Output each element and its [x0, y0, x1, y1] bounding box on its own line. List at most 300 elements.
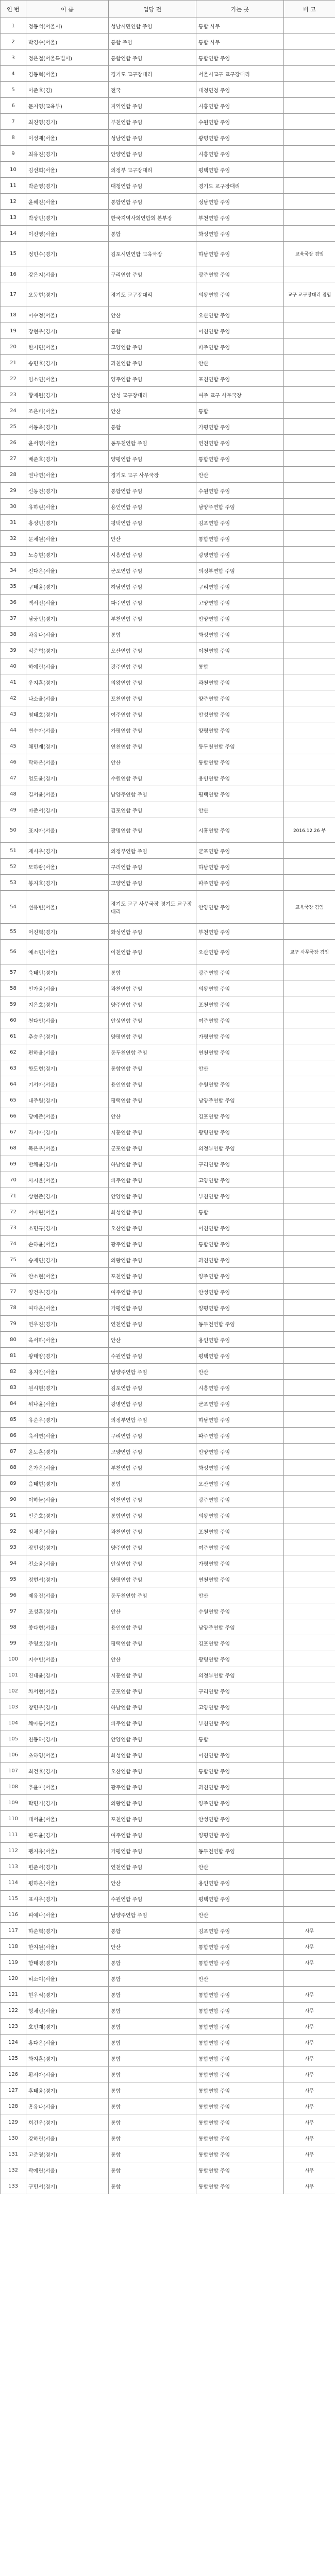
row-number: 109 — [1, 1795, 26, 1811]
row-before-post: 용인연합 주임 — [109, 1619, 196, 1635]
row-before-post: 의왕연합 주임 — [109, 1252, 196, 1268]
row-new-post: 용인연합 주임 — [196, 1332, 284, 1348]
row-before-post: 통합 — [109, 2146, 196, 2162]
row-before-post: 화성연합 주임 — [109, 1204, 196, 1220]
table-row — [1, 690, 335, 706]
header-after: 가는 곳 — [196, 1, 284, 18]
row-new-post: 통합연합 주임 — [196, 1763, 284, 1779]
row-number: 57 — [1, 964, 26, 980]
row-new-post: 의왕연합 주임 — [196, 980, 284, 996]
table-row — [1, 1811, 335, 1827]
row-new-post: 과천연합 주임 — [196, 1779, 284, 1795]
row-name: 소민규(경기) — [26, 1220, 109, 1236]
row-new-post: 군포연합 주임 — [196, 843, 284, 859]
row-new-post: 통합연합 주임 — [196, 1955, 284, 1971]
row-name: 박상민(경기) — [26, 210, 109, 226]
row-note: 사무 — [284, 2066, 335, 2082]
row-before-post: 통합 — [109, 2098, 196, 2114]
table-row — [1, 499, 335, 515]
row-name: 당예준(서울) — [26, 1108, 109, 1124]
row-note — [284, 1188, 335, 1204]
row-number: 128 — [1, 2098, 26, 2114]
row-name: 지은호(경기) — [26, 996, 109, 1012]
row-note — [284, 1124, 335, 1140]
row-new-post: 구리연합 주임 — [196, 579, 284, 595]
row-number: 2 — [1, 34, 26, 50]
row-note — [284, 1779, 335, 1795]
table-row — [1, 1603, 335, 1619]
row-note — [284, 1140, 335, 1156]
row-name: 권나연(서울) — [26, 467, 109, 483]
row-before-post: 안산 — [109, 1603, 196, 1619]
row-number: 28 — [1, 467, 26, 483]
row-new-post: 남양주연합 주임 — [196, 499, 284, 515]
row-number: 131 — [1, 2146, 26, 2162]
table-row — [1, 1923, 335, 1939]
row-note — [284, 371, 335, 387]
table-row — [1, 403, 335, 419]
row-before-post: 광명연합 주임 — [109, 818, 196, 843]
row-new-post: 동두천연합 주임 — [196, 1316, 284, 1332]
row-new-post: 안성연합 주임 — [196, 706, 284, 722]
table-row — [1, 1779, 335, 1795]
row-before-post: 통합연합 주임 — [109, 1507, 196, 1523]
row-new-post: 양주연합 주임 — [196, 690, 284, 706]
row-number: 23 — [1, 387, 26, 403]
row-note — [284, 1316, 335, 1332]
row-note: 사무 — [284, 2146, 335, 2162]
table-row — [1, 2035, 335, 2050]
row-number: 133 — [1, 2178, 26, 2194]
table-row — [1, 146, 335, 162]
row-before-post: 전국 — [109, 82, 196, 98]
row-new-post: 통합연합 주임 — [196, 531, 284, 547]
row-number: 104 — [1, 1715, 26, 1731]
row-number: 54 — [1, 891, 26, 924]
row-number: 25 — [1, 419, 26, 435]
row-note: 사무 — [284, 1987, 335, 2003]
row-number: 51 — [1, 843, 26, 859]
table-row — [1, 1316, 335, 1332]
row-note: 사무 — [284, 2178, 335, 2194]
row-name: 진태윤(경기) — [26, 1667, 109, 1683]
row-name: 여다온(서울) — [26, 1300, 109, 1316]
row-new-post: 안산 — [196, 1587, 284, 1603]
row-note — [284, 1492, 335, 1507]
row-number: 108 — [1, 1779, 26, 1795]
table-row — [1, 531, 335, 547]
row-new-post: 광명연합 주임 — [196, 130, 284, 146]
table-row — [1, 1971, 335, 1987]
row-number: 42 — [1, 690, 26, 706]
row-before-post: 부천연합 주임 — [109, 114, 196, 130]
row-new-post: 안산 — [196, 1364, 284, 1380]
table-row — [1, 1587, 335, 1603]
row-note: 사무 — [284, 1955, 335, 1971]
table-row — [1, 1076, 335, 1092]
row-before-post: 의왕연합 주임 — [109, 1795, 196, 1811]
row-number: 58 — [1, 980, 26, 996]
row-before-post: 포천연합 주임 — [109, 690, 196, 706]
row-new-post: 통합연합 주임 — [196, 2035, 284, 2050]
row-new-post: 통합연합 주임 — [196, 50, 284, 66]
row-name: 엄도윤(경기) — [26, 770, 109, 786]
row-before-post: 안산 — [109, 1332, 196, 1348]
row-before-post: 안성 교구장대리 — [109, 387, 196, 403]
table-row — [1, 1364, 335, 1380]
table-row — [1, 2082, 335, 2098]
row-number: 119 — [1, 1955, 26, 1971]
row-name: 석준혁(경기) — [26, 642, 109, 658]
row-new-post: 용인연합 주임 — [196, 770, 284, 786]
row-name: 채아름(서울) — [26, 1715, 109, 1731]
row-note: 교구 사무국장 겸임 — [284, 940, 335, 964]
row-note — [284, 563, 335, 579]
row-before-post: 경기도 교구장대리 — [109, 66, 196, 82]
row-note — [284, 1156, 335, 1172]
row-name: 전소윤(서울) — [26, 1555, 109, 1571]
row-new-post: 이천연합 주임 — [196, 323, 284, 339]
row-new-post: 파주연합 주임 — [196, 339, 284, 355]
row-number: 56 — [1, 940, 26, 964]
table-row — [1, 1092, 335, 1108]
row-new-post: 통합연합 주임 — [196, 2003, 284, 2019]
row-name: 팽지유(서울) — [26, 1843, 109, 1859]
row-number: 121 — [1, 1987, 26, 2003]
row-note — [284, 875, 335, 891]
row-new-post: 통합연합 주임 — [196, 2130, 284, 2146]
row-new-post: 이천연합 주임 — [196, 642, 284, 658]
table-row — [1, 515, 335, 531]
table-row — [1, 355, 335, 371]
row-note — [284, 674, 335, 690]
row-before-post: 가평연합 주임 — [109, 722, 196, 738]
row-name: 한지민(서울) — [26, 339, 109, 355]
row-number: 53 — [1, 875, 26, 891]
table-row — [1, 34, 335, 50]
row-name: 편준서(경기) — [26, 1859, 109, 1875]
row-new-post: 김포연합 주임 — [196, 1108, 284, 1124]
row-number: 100 — [1, 1651, 26, 1667]
row-note — [284, 130, 335, 146]
row-number: 66 — [1, 1108, 26, 1124]
row-number: 106 — [1, 1747, 26, 1763]
row-new-post: 안산 — [196, 467, 284, 483]
row-before-post: 통합 — [109, 1987, 196, 2003]
row-note — [284, 146, 335, 162]
row-name: 허소이(서울) — [26, 1971, 109, 1987]
row-note — [284, 1476, 335, 1492]
row-new-post: 통합연합 주임 — [196, 2162, 284, 2178]
row-number: 46 — [1, 754, 26, 770]
row-number: 39 — [1, 642, 26, 658]
row-new-post: 군포연합 주임 — [196, 1396, 284, 1412]
row-number: 16 — [1, 266, 26, 282]
row-number: 65 — [1, 1092, 26, 1108]
table-row — [1, 1571, 335, 1587]
row-new-post: 광주연합 주임 — [196, 266, 284, 282]
row-new-post: 통합 — [196, 658, 284, 674]
row-note — [284, 1076, 335, 1092]
row-number: 129 — [1, 2114, 26, 2130]
table-row — [1, 658, 335, 674]
row-new-post: 안산 — [196, 802, 284, 818]
row-new-post: 안성연합 주임 — [196, 1284, 284, 1300]
row-number: 19 — [1, 323, 26, 339]
row-number: 78 — [1, 1300, 26, 1316]
row-note — [284, 1268, 335, 1284]
table-row — [1, 1795, 335, 1811]
table-row — [1, 1683, 335, 1699]
row-new-post: 시흥연합 주임 — [196, 146, 284, 162]
row-note — [284, 66, 335, 82]
table-row — [1, 1619, 335, 1635]
row-number: 40 — [1, 658, 26, 674]
row-number: 8 — [1, 130, 26, 146]
header-no: 연 번 — [1, 1, 26, 18]
row-note — [284, 1827, 335, 1843]
header-name: 이 름 — [26, 1, 109, 18]
table-row — [1, 1492, 335, 1507]
row-number: 63 — [1, 1060, 26, 1076]
row-new-post: 고양연합 주임 — [196, 595, 284, 611]
row-name: 구태윤(경기) — [26, 579, 109, 595]
row-name: 나소율(서울) — [26, 690, 109, 706]
table-row — [1, 1555, 335, 1571]
table-body — [1, 18, 335, 2194]
row-before-post: 경기도 교구 사무국장 — [109, 467, 196, 483]
row-name: 형채린(서울) — [26, 2003, 109, 2019]
row-name: 길서윤(서울) — [26, 786, 109, 802]
row-name: 양건우(경기) — [26, 1284, 109, 1300]
row-name: 이수정(서울) — [26, 307, 109, 323]
header-before: 입당 전 — [109, 1, 196, 18]
row-before-post: 안산 — [109, 1939, 196, 1955]
row-note — [284, 210, 335, 226]
row-name: 추승우(경기) — [26, 1028, 109, 1044]
row-name: 기서아(서울) — [26, 1076, 109, 1092]
row-number: 21 — [1, 355, 26, 371]
row-before-post: 화성연합 주임 — [109, 924, 196, 940]
row-new-post: 화성연합 주임 — [196, 226, 284, 242]
row-number: 116 — [1, 1907, 26, 1923]
row-before-post: 통합 — [109, 626, 196, 642]
row-number: 110 — [1, 1811, 26, 1827]
row-name: 김동혁(서울) — [26, 66, 109, 82]
row-new-post: 통합연합 주임 — [196, 2082, 284, 2098]
row-number: 48 — [1, 786, 26, 802]
row-number: 15 — [1, 242, 26, 266]
table-row — [1, 435, 335, 451]
row-before-post: 군포연합 주임 — [109, 1683, 196, 1699]
row-name: 상현준(경기) — [26, 1188, 109, 1204]
row-note — [284, 226, 335, 242]
row-name: 은가은(서울) — [26, 1460, 109, 1476]
table-row — [1, 1060, 335, 1076]
row-name: 강하린(서울) — [26, 2130, 109, 2146]
row-number: 26 — [1, 435, 26, 451]
row-name: 윤도훈(경기) — [26, 1444, 109, 1460]
row-before-post: 성남시민연합 주임 — [109, 18, 196, 34]
row-note — [284, 1284, 335, 1300]
row-new-post: 여주연합 주임 — [196, 1012, 284, 1028]
row-new-post: 시흥연합 주임 — [196, 1380, 284, 1396]
row-number: 44 — [1, 722, 26, 738]
row-note — [284, 658, 335, 674]
row-before-post: 남양주연합 주임 — [109, 786, 196, 802]
table-row — [1, 242, 335, 266]
table-row — [1, 1108, 335, 1124]
row-new-post: 포천연합 주임 — [196, 1523, 284, 1539]
row-number: 38 — [1, 626, 26, 642]
row-new-post: 여주 교구 사무국장 — [196, 387, 284, 403]
row-before-post: 용인연합 주임 — [109, 1076, 196, 1092]
row-number: 31 — [1, 515, 26, 531]
row-number: 12 — [1, 194, 26, 210]
row-number: 27 — [1, 451, 26, 467]
row-new-post: 구리연합 주임 — [196, 1683, 284, 1699]
row-new-post: 통합 — [196, 403, 284, 419]
row-before-post: 남양주연합 주임 — [109, 1364, 196, 1380]
row-name: 노승현(경기) — [26, 547, 109, 563]
table-row — [1, 114, 335, 130]
table-row — [1, 980, 335, 996]
table-row — [1, 1987, 335, 2003]
row-name: 정동석(서울시) — [26, 18, 109, 34]
row-before-post: 파주연합 주임 — [109, 595, 196, 611]
row-before-post: 통합 — [109, 2066, 196, 2082]
row-before-post: 통합 — [109, 2178, 196, 2194]
row-before-post: 수원연합 주임 — [109, 770, 196, 786]
row-before-post: 광주연합 주임 — [109, 658, 196, 674]
row-before-post: 안산 — [109, 403, 196, 419]
table-row — [1, 1507, 335, 1523]
row-note — [284, 1699, 335, 1715]
row-number: 123 — [1, 2019, 26, 2035]
row-note — [284, 387, 335, 403]
table-row — [1, 706, 335, 722]
row-number: 73 — [1, 1220, 26, 1236]
row-number: 33 — [1, 547, 26, 563]
row-before-post: 광명연합 주임 — [109, 1396, 196, 1412]
row-note — [284, 355, 335, 371]
row-new-post: 가평연합 주임 — [196, 419, 284, 435]
row-name: 곽예린(서울) — [26, 2162, 109, 2178]
row-note — [284, 706, 335, 722]
row-note — [284, 98, 335, 114]
row-before-post: 양주연합 주임 — [109, 1539, 196, 1555]
row-name: 박경수(서울) — [26, 34, 109, 50]
row-number: 50 — [1, 818, 26, 843]
row-before-post: 포천연합 주임 — [109, 1811, 196, 1827]
table-row — [1, 282, 335, 307]
row-new-post: 평택연합 주임 — [196, 162, 284, 178]
row-note — [284, 1539, 335, 1555]
row-note — [284, 531, 335, 547]
row-number: 105 — [1, 1731, 26, 1747]
row-before-post: 의왕연합 주임 — [109, 674, 196, 690]
row-new-post: 김포연합 주임 — [196, 1635, 284, 1651]
row-before-post: 광주연합 주임 — [109, 1779, 196, 1795]
row-note — [284, 1667, 335, 1683]
row-before-post: 연천연합 주임 — [109, 1316, 196, 1332]
table-row — [1, 1699, 335, 1715]
row-new-post: 안양연합 주임 — [196, 891, 284, 924]
row-new-post: 하남연합 주임 — [196, 859, 284, 875]
row-new-post: 통합연합 주임 — [196, 451, 284, 467]
row-name: 종다현(서울) — [26, 1619, 109, 1635]
row-name: 정민수(경기) — [26, 242, 109, 266]
row-new-post: 부천연합 주임 — [196, 1715, 284, 1731]
table-row — [1, 1635, 335, 1651]
row-new-post: 서울시교구 교구장대리 — [196, 66, 284, 82]
row-note — [284, 1507, 335, 1523]
row-note: 사무 — [284, 1939, 335, 1955]
table-row — [1, 1731, 335, 1747]
row-new-post: 이천연합 주임 — [196, 1747, 284, 1763]
row-before-post: 수원연합 주임 — [109, 1348, 196, 1364]
table-row — [1, 226, 335, 242]
row-name: 염태호(경기) — [26, 706, 109, 722]
row-name: 내주원(경기) — [26, 1092, 109, 1108]
row-before-post: 안양연합 주임 — [109, 1731, 196, 1747]
row-name: 피예나(서울) — [26, 1907, 109, 1923]
row-note — [284, 307, 335, 323]
row-number: 95 — [1, 1571, 26, 1587]
row-number: 68 — [1, 1140, 26, 1156]
row-before-post: 안산 — [109, 1875, 196, 1891]
row-number: 118 — [1, 1939, 26, 1955]
row-number: 126 — [1, 2066, 26, 2082]
table-row — [1, 1252, 335, 1268]
row-number: 94 — [1, 1555, 26, 1571]
row-name: 하예린(서울) — [26, 658, 109, 674]
row-before-post: 대청연합 주임 — [109, 178, 196, 194]
row-before-post: 용인연합 주임 — [109, 499, 196, 515]
row-note: 사무 — [284, 2162, 335, 2178]
row-name: 변수아(서울) — [26, 722, 109, 738]
row-number: 4 — [1, 66, 26, 82]
table-row — [1, 1172, 335, 1188]
table-row — [1, 2066, 335, 2082]
row-note — [284, 611, 335, 626]
row-number: 84 — [1, 1396, 26, 1412]
table-row — [1, 419, 335, 435]
row-number: 29 — [1, 483, 26, 499]
row-number: 59 — [1, 996, 26, 1012]
table-row — [1, 786, 335, 802]
table-row — [1, 1891, 335, 1907]
table-row — [1, 266, 335, 282]
table-row — [1, 1028, 335, 1044]
row-note — [284, 435, 335, 451]
table-row — [1, 82, 335, 98]
row-before-post: 하남연합 주임 — [109, 579, 196, 595]
row-name: 유준우(경기) — [26, 1412, 109, 1428]
table-row — [1, 1044, 335, 1060]
row-note — [284, 722, 335, 738]
table-row — [1, 770, 335, 786]
row-before-post: 오산연합 주임 — [109, 1763, 196, 1779]
row-before-post: 과천연합 주임 — [109, 1523, 196, 1539]
row-new-post: 김포연합 주임 — [196, 515, 284, 531]
row-number: 91 — [1, 1507, 26, 1523]
row-note — [284, 690, 335, 706]
row-name: 황서아(서울) — [26, 2066, 109, 2082]
row-name: 하준혁(경기) — [26, 1923, 109, 1939]
row-note — [284, 162, 335, 178]
table-row — [1, 1380, 335, 1396]
